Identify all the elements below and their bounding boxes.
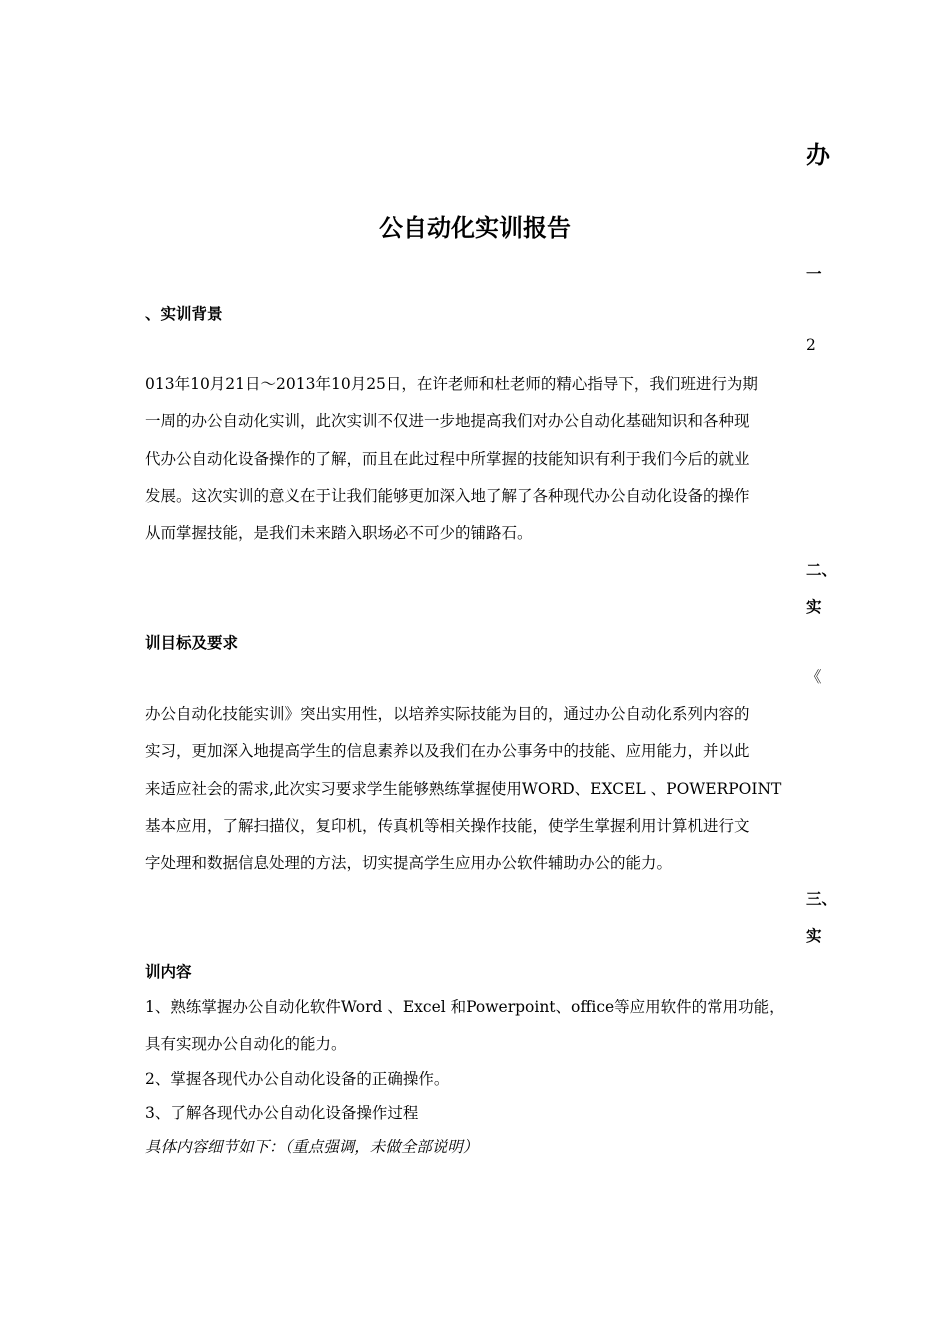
page-title: 公自动化实训报告: [379, 214, 571, 242]
section1-number: 一: [806, 265, 822, 283]
section1-line: 代办公自动化设备操作的了解，而且在此过程中所掌握的技能知识有利于我们今后的就业: [145, 450, 750, 468]
section1-line: 一周的办公自动化实训，此次实训不仅进一步地提高我们对办公自动化基础知识和各种现: [145, 412, 750, 430]
section3-item: 具有实现办公自动化的能力。: [145, 1035, 347, 1053]
section2-number: 二、: [806, 561, 838, 579]
section2-line: 实习，更加深入地提高学生的信息素养以及我们在办公事务中的技能、应用能力，并以此: [145, 742, 750, 760]
section1-line: 发展。这次实训的意义在于让我们能够更加深入地了解了各种现代办公自动化设备的操作: [145, 487, 750, 505]
section2-heading-first-char: 实: [806, 598, 822, 616]
section3-item: 3、了解各现代办公自动化设备操作过程: [145, 1104, 419, 1122]
section2-heading: 训目标及要求: [145, 634, 239, 652]
section2-line: 字处理和数据信息处理的方法，切实提高学生应用办公软件辅助办公的能力。: [145, 854, 673, 872]
section3-number: 三、: [806, 890, 838, 908]
section2-line: 来适应社会的需求,此次实习要求学生能够熟练掌握使用WORD、EXCEL 、POWERPOINT: [145, 780, 782, 798]
title-first-char: 办: [806, 141, 830, 169]
section1-para-first-char: 2: [806, 336, 816, 354]
section2-para-first-char: 《: [806, 668, 822, 686]
section3-heading-first-char: 实: [806, 927, 822, 945]
section1-line: 从而掌握技能，是我们未来踏入职场必不可少的铺路石。: [145, 524, 533, 542]
section3-note: 具体内容细节如下：（重点强调，未做全部说明）: [145, 1138, 479, 1156]
section1-line: 013年10月21日～2013年10月25日，在许老师和杜老师的精心指导下，我们班进行为期: [145, 375, 758, 393]
section1-heading: 、实训背景: [145, 305, 223, 323]
section3-item: 2、掌握各现代办公自动化设备的正确操作。: [145, 1070, 450, 1088]
section2-line: 基本应用，了解扫描仪，复印机，传真机等相关操作技能，使学生掌握利用计算机进行文: [145, 817, 750, 835]
section3-item: 1、熟练掌握办公自动化软件Word 、Excel 和Powerpoint、office等应用软件的常用功能，: [145, 998, 785, 1016]
section3-heading: 训内容: [145, 963, 192, 981]
section2-line: 办公自动化技能实训》突出实用性，以培养实际技能为目的，通过办公自动化系列内容的: [145, 705, 750, 723]
